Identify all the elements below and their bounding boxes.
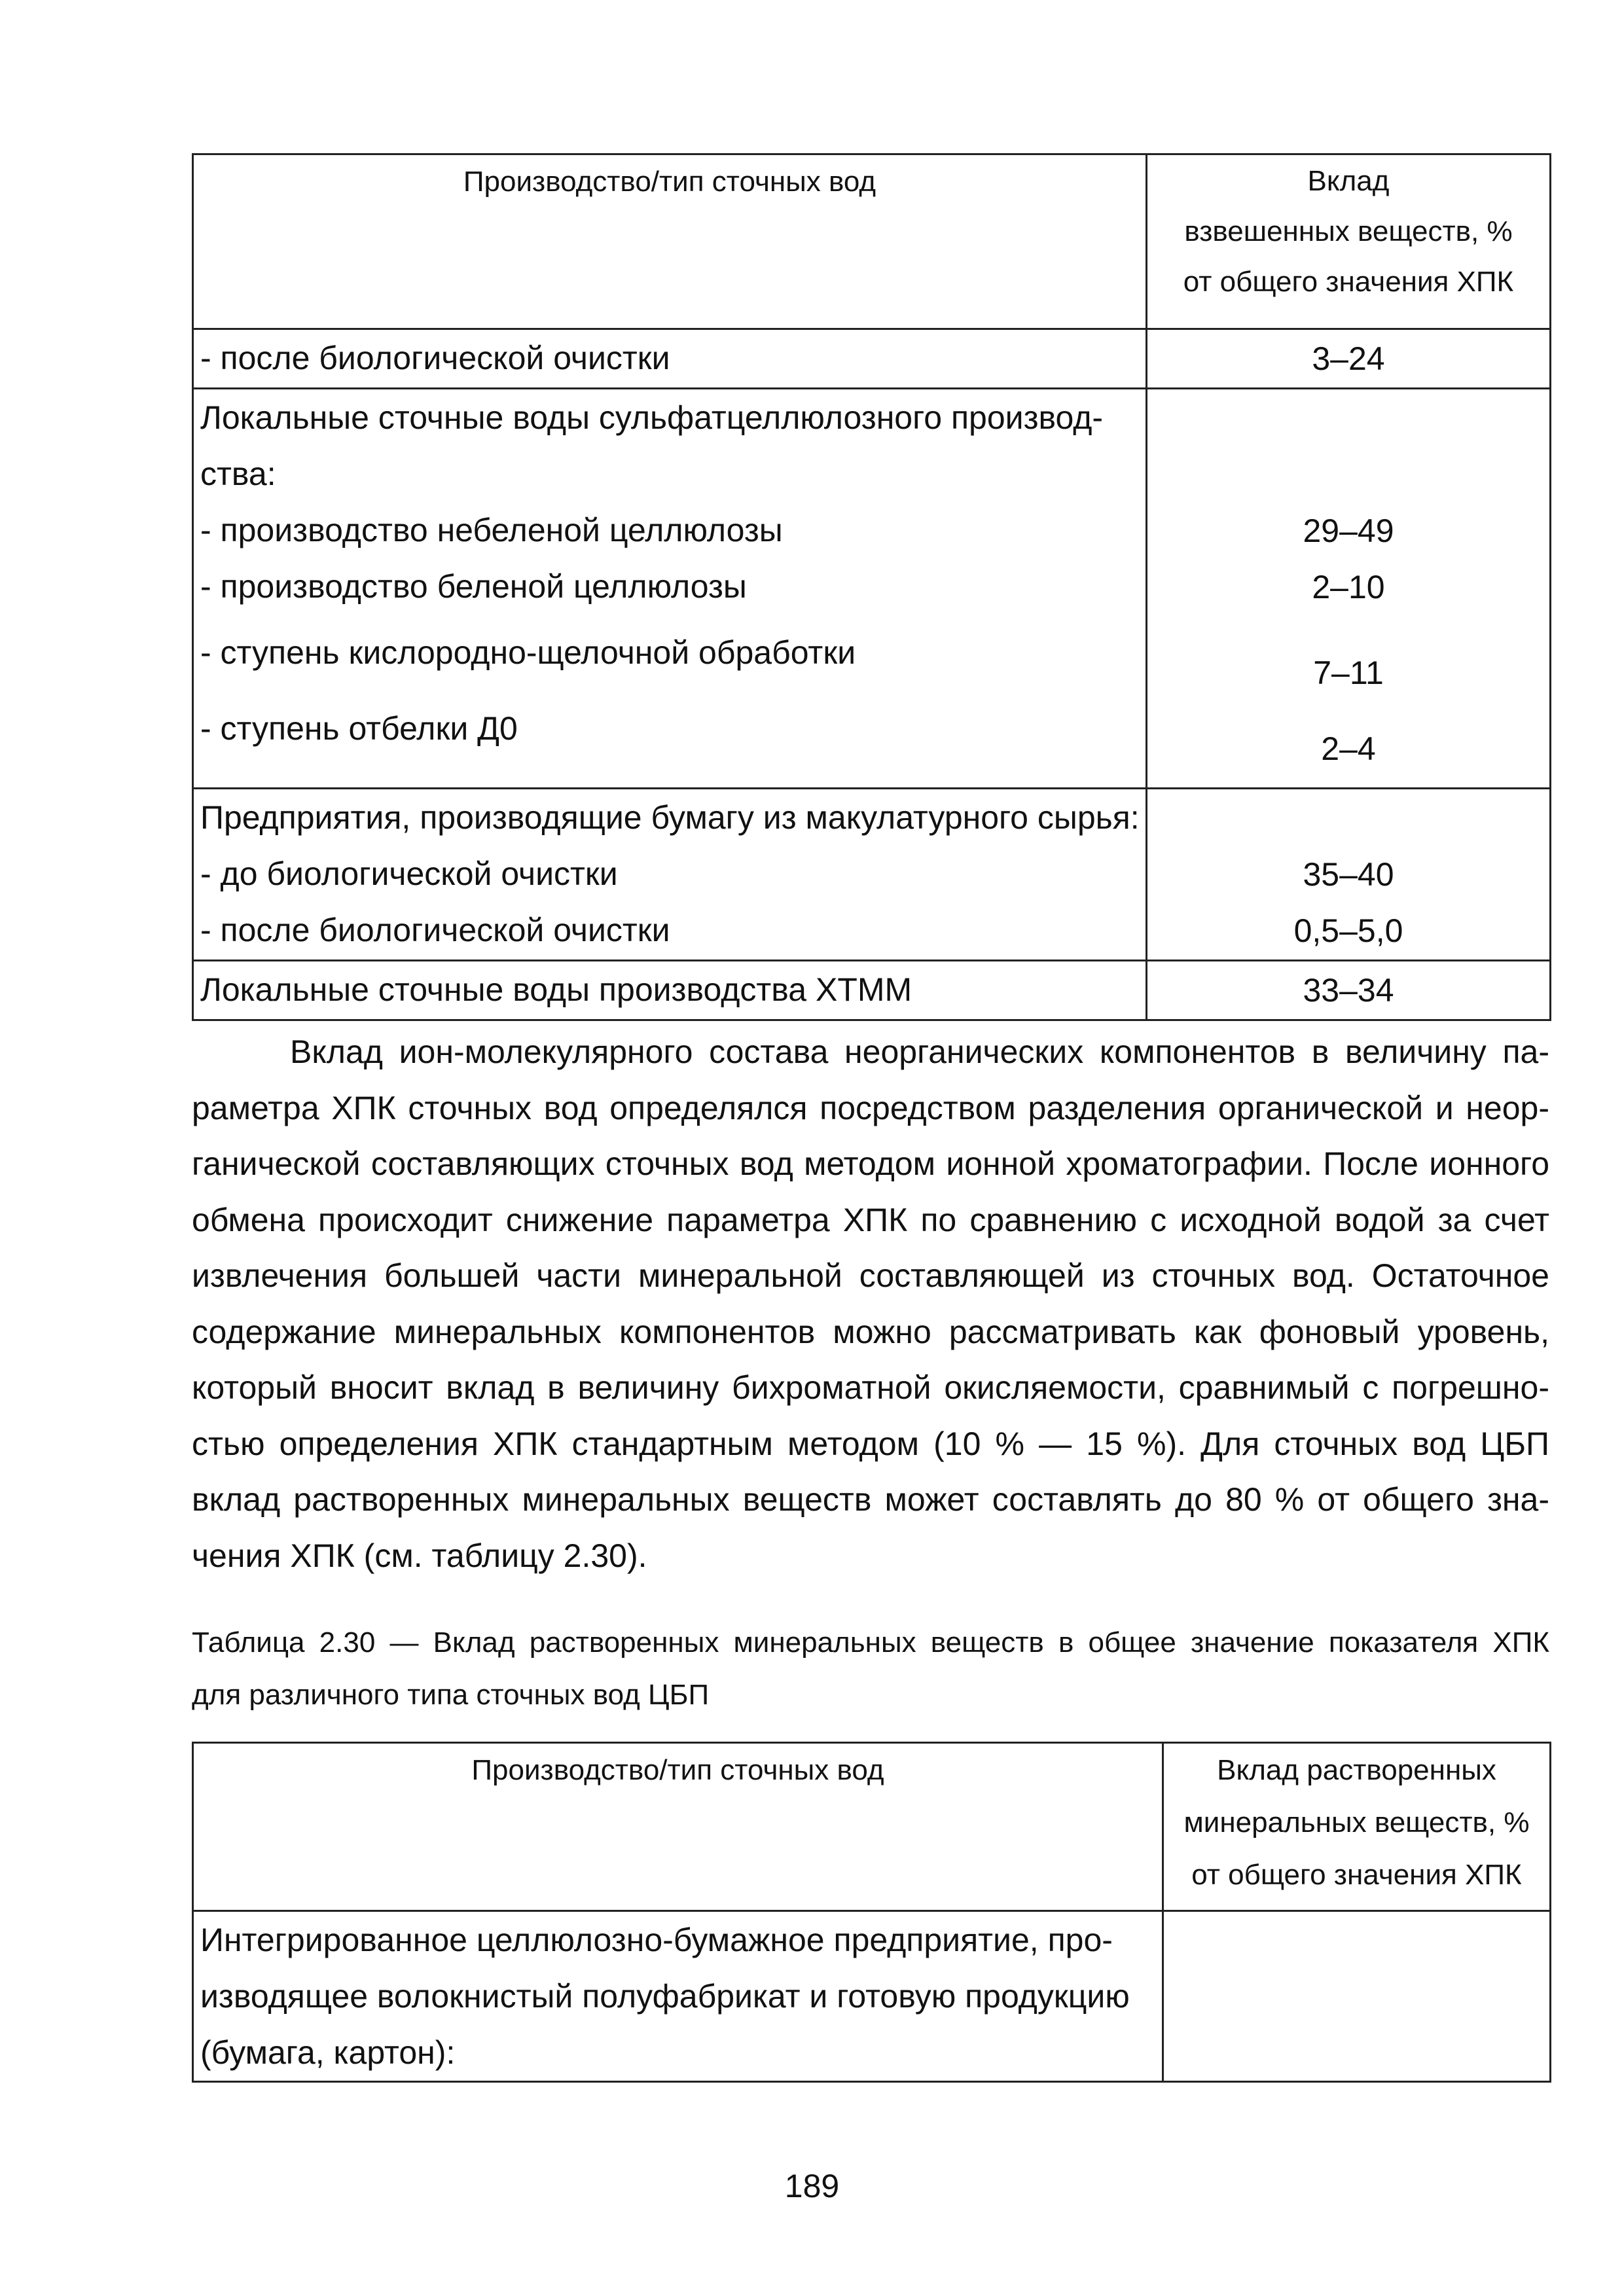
table-2-30 xyxy=(192,1742,1551,2083)
header-suspended-contribution xyxy=(1147,154,1551,329)
header-line: взвешенных веществ, % xyxy=(1184,215,1513,247)
row-value xyxy=(1147,389,1551,789)
table-row xyxy=(193,1911,1551,2082)
header-production-type: Производство/тип сточных вод xyxy=(193,154,1147,329)
paragraph-line: который вносит вклад в величину бихроматной окисляемости, сравнимый с погрешно- xyxy=(192,1369,1549,1406)
table-continuation xyxy=(192,153,1551,1021)
paragraph-line: ганической составляющих сточных вод методом ионной хроматографии. После ионного xyxy=(192,1145,1549,1182)
caption-line: для различного типа сточных вод ЦБП xyxy=(192,1679,710,1711)
paragraph-line: раметра ХПК сточных вод определялся посредством разделения органической и неор- xyxy=(192,1089,1549,1126)
table-header-row xyxy=(193,154,1551,329)
value-text: 29–49 xyxy=(1303,512,1394,549)
value-text: 2–10 xyxy=(1312,569,1385,605)
body-paragraph xyxy=(192,1024,1549,1584)
caption-line: Таблица 2.30 — Вклад растворенных минеральных веществ в общее значение показателя ХПК xyxy=(192,1626,1549,1659)
row-value xyxy=(1163,1911,1551,2082)
paragraph-line: вклад растворенных минеральных веществ может составлять до 80 % от общего зна- xyxy=(192,1481,1549,1518)
header-line: от общего значения ХПК xyxy=(1183,266,1514,298)
row-text: - ступень отбелки Д0 xyxy=(200,710,518,747)
paragraph-line: обмена происходит снижение параметра ХПК по сравнению с исходной водой за счет xyxy=(192,1201,1549,1238)
header-dissolved-contribution xyxy=(1163,1743,1551,1911)
value-text: 2–4 xyxy=(1321,730,1376,767)
header-production-type: Производство/тип сточных вод xyxy=(193,1743,1163,1911)
header-line: минеральных веществ, % xyxy=(1183,1806,1530,1839)
row-value xyxy=(1147,329,1551,389)
table-row xyxy=(193,329,1551,389)
value-text: 3–24 xyxy=(1312,340,1385,377)
row-text: - до биологической очистки xyxy=(200,855,618,892)
paragraph-line: содержание минеральных компонентов можно рассматривать как фоновый уровень, xyxy=(192,1313,1549,1350)
row-text: Локальные сточные воды производства ХТММ xyxy=(200,971,912,1008)
row-label xyxy=(193,1911,1163,2082)
row-text: (бумага, картон): xyxy=(200,2034,456,2071)
row-text: Предприятия, производящие бумагу из макулатурного сырья: xyxy=(200,799,1140,836)
table-row xyxy=(193,961,1551,1020)
row-label xyxy=(193,789,1147,961)
value-text: 33–34 xyxy=(1303,972,1394,1009)
header-line: от общего значения ХПК xyxy=(1191,1859,1522,1891)
row-text: - производство небеленой целлюлозы xyxy=(200,512,783,548)
paragraph-line: извлечения большей части минеральной составляющей из сточных вод. Остаточное xyxy=(192,1257,1549,1294)
row-text: - производство беленой целлюлозы xyxy=(200,568,747,605)
spacer xyxy=(1148,390,1549,503)
page-number: 189 xyxy=(784,2168,840,2204)
table-row xyxy=(193,389,1551,789)
value-text: 35–40 xyxy=(1303,856,1394,893)
row-label xyxy=(193,389,1147,789)
row-text: - после биологической очистки xyxy=(200,340,670,376)
header-line: Вклад растворенных xyxy=(1217,1754,1496,1786)
row-text: - ступень кислородно-щелочной обработки xyxy=(200,634,856,671)
row-label xyxy=(193,961,1147,1020)
row-value xyxy=(1147,961,1551,1020)
row-text: Интегрированное целлюлозно-бумажное предприятие, про- xyxy=(200,1922,1113,1958)
table-caption xyxy=(192,1617,1549,1721)
paragraph-line: Вклад ион-молекулярного состава неорганических компонентов в величину па- xyxy=(290,1033,1549,1070)
row-text: - после биологической очистки xyxy=(200,912,670,948)
table-header-row xyxy=(193,1743,1551,1911)
value-text: 0,5–5,0 xyxy=(1293,912,1403,949)
row-text: изводящее волокнистый полуфабрикат и готовую продукцию xyxy=(200,1978,1130,2015)
header-line: Вклад xyxy=(1307,165,1390,197)
row-text: ства: xyxy=(200,456,276,492)
paragraph-line: чения ХПК (см. таблицу 2.30). xyxy=(192,1537,647,1574)
paragraph-line: стью определения ХПК стандартным методом (10 % — 15 %). Для сточных вод ЦБП xyxy=(192,1425,1549,1462)
row-label xyxy=(193,329,1147,389)
value-text: 7–11 xyxy=(1313,655,1384,691)
table-row xyxy=(193,789,1551,961)
row-text: Локальные сточные воды сульфатцеллюлозного производ- xyxy=(200,399,1104,436)
spacer xyxy=(1148,790,1549,846)
row-value xyxy=(1147,789,1551,961)
